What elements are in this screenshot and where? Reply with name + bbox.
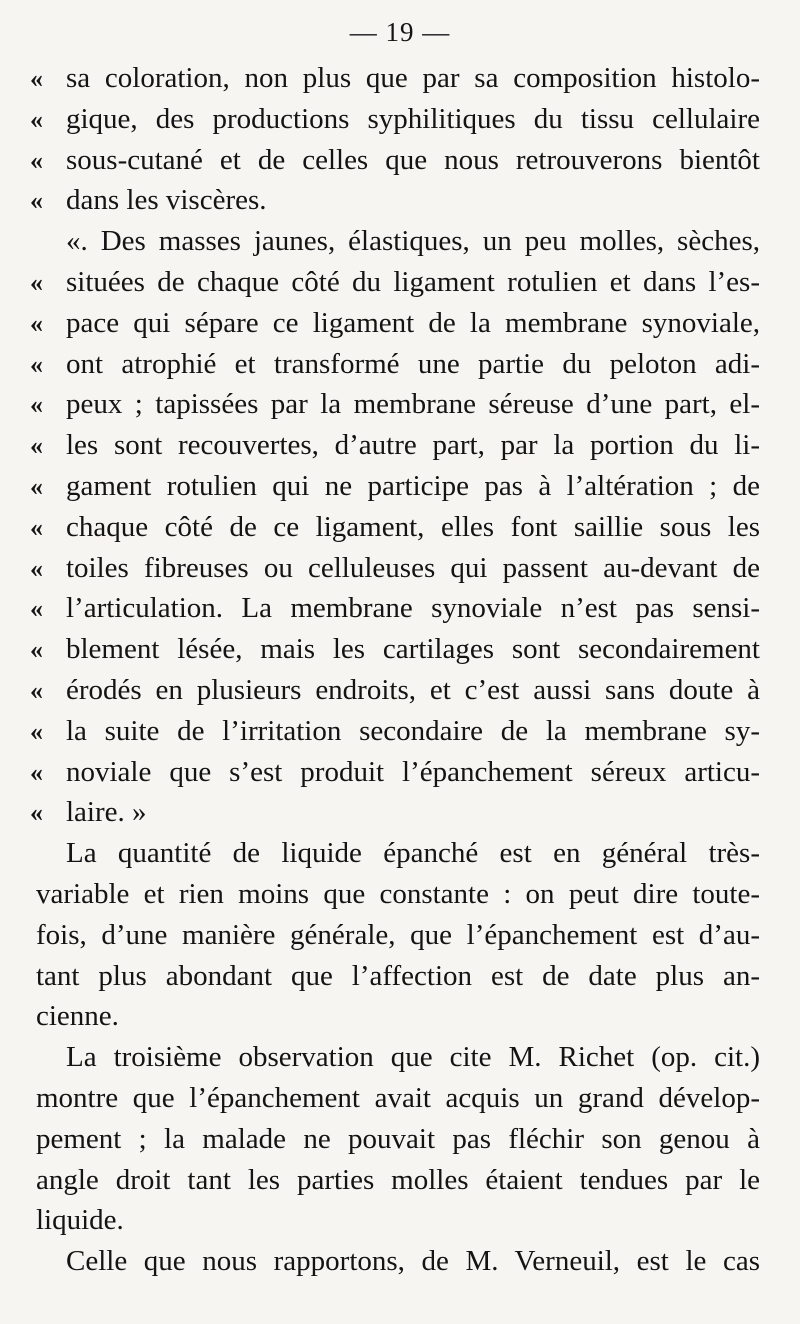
text-line: cienne. bbox=[36, 1000, 119, 1032]
text-line: pement ; la malade ne pouvait pas fléchir son genou à bbox=[36, 1123, 760, 1155]
text-line: laire. » bbox=[66, 796, 147, 828]
text-line: «. Des masses jaunes, élastiques, un peu molles, sèches, bbox=[66, 225, 760, 257]
quote-mark: « bbox=[30, 390, 43, 419]
quote-mark: « bbox=[30, 676, 43, 705]
quote-mark: « bbox=[30, 717, 43, 746]
quote-mark: « bbox=[30, 268, 43, 297]
text-line: situées de chaque côté du ligament rotulien et dans l’es- bbox=[66, 266, 760, 298]
text-line: liquide. bbox=[36, 1204, 124, 1236]
text-line: La troisième observation que cite M. Richet (op. cit.) bbox=[66, 1041, 760, 1073]
text-line: fois, d’une manière générale, que l’épanchement est d’au- bbox=[36, 919, 760, 951]
quote-mark: « bbox=[30, 105, 43, 134]
quote-mark: « bbox=[30, 146, 43, 175]
quote-mark: « bbox=[30, 309, 43, 338]
text-line: blement lésée, mais les cartilages sont secondairement bbox=[66, 633, 760, 665]
text-line: les sont recouvertes, d’autre part, par la portion du li- bbox=[66, 429, 760, 461]
text-line: angle droit tant les parties molles étaient tendues par le bbox=[36, 1164, 760, 1196]
quote-mark: « bbox=[30, 431, 43, 460]
text-line: toiles fibreuses ou celluleuses qui passent au-devant de bbox=[66, 552, 760, 584]
text-line: l’articulation. La membrane synoviale n’est pas sensi- bbox=[66, 592, 760, 624]
text-line: variable et rien moins que constante : on peut dire toute- bbox=[36, 878, 760, 910]
text-line: tant plus abondant que l’affection est de date plus an- bbox=[36, 960, 760, 992]
text-line: Celle que nous rapportons, de M. Verneuil, est le cas bbox=[66, 1245, 760, 1277]
text-line: pace qui sépare ce ligament de la membrane synoviale, bbox=[66, 307, 760, 339]
text-line: dans les viscères. bbox=[66, 184, 267, 216]
quote-mark: « bbox=[30, 554, 43, 583]
text-line: gament rotulien qui ne participe pas à l’altération ; de bbox=[66, 470, 760, 502]
text-line: noviale que s’est produit l’épanchement séreux articu- bbox=[66, 756, 760, 788]
text-line: ont atrophié et transformé une partie du peloton adi- bbox=[66, 348, 760, 380]
page-number: — 19 — bbox=[349, 17, 451, 47]
text-line: érodés en plusieurs endroits, et c’est aussi sans doute à bbox=[66, 674, 760, 706]
text-line: la suite de l’irritation secondaire de la membrane sy- bbox=[66, 715, 760, 747]
quote-mark: « bbox=[30, 594, 43, 623]
quote-mark: « bbox=[30, 798, 43, 827]
text-line: peux ; tapissées par la membrane séreuse d’une part, el- bbox=[66, 388, 760, 420]
text-line: La quantité de liquide épanché est en général très- bbox=[66, 837, 760, 869]
quote-mark: « bbox=[30, 472, 43, 501]
quote-mark: « bbox=[30, 513, 43, 542]
text-line: montre que l’épanchement avait acquis un grand dévelop- bbox=[36, 1082, 760, 1114]
quote-mark: « bbox=[30, 350, 43, 379]
quote-mark: « bbox=[30, 758, 43, 787]
quote-mark: « bbox=[30, 635, 43, 664]
text-line: chaque côté de ce ligament, elles font saillie sous les bbox=[66, 511, 760, 543]
quote-mark: « bbox=[30, 186, 43, 215]
text-line: sa coloration, non plus que par sa composition histolo- bbox=[66, 62, 760, 94]
text-line: sous-cutané et de celles que nous retrouverons bientôt bbox=[66, 144, 760, 176]
quote-mark: « bbox=[30, 64, 43, 93]
text-line: gique, des productions syphilitiques du tissu cellulaire bbox=[66, 103, 760, 135]
